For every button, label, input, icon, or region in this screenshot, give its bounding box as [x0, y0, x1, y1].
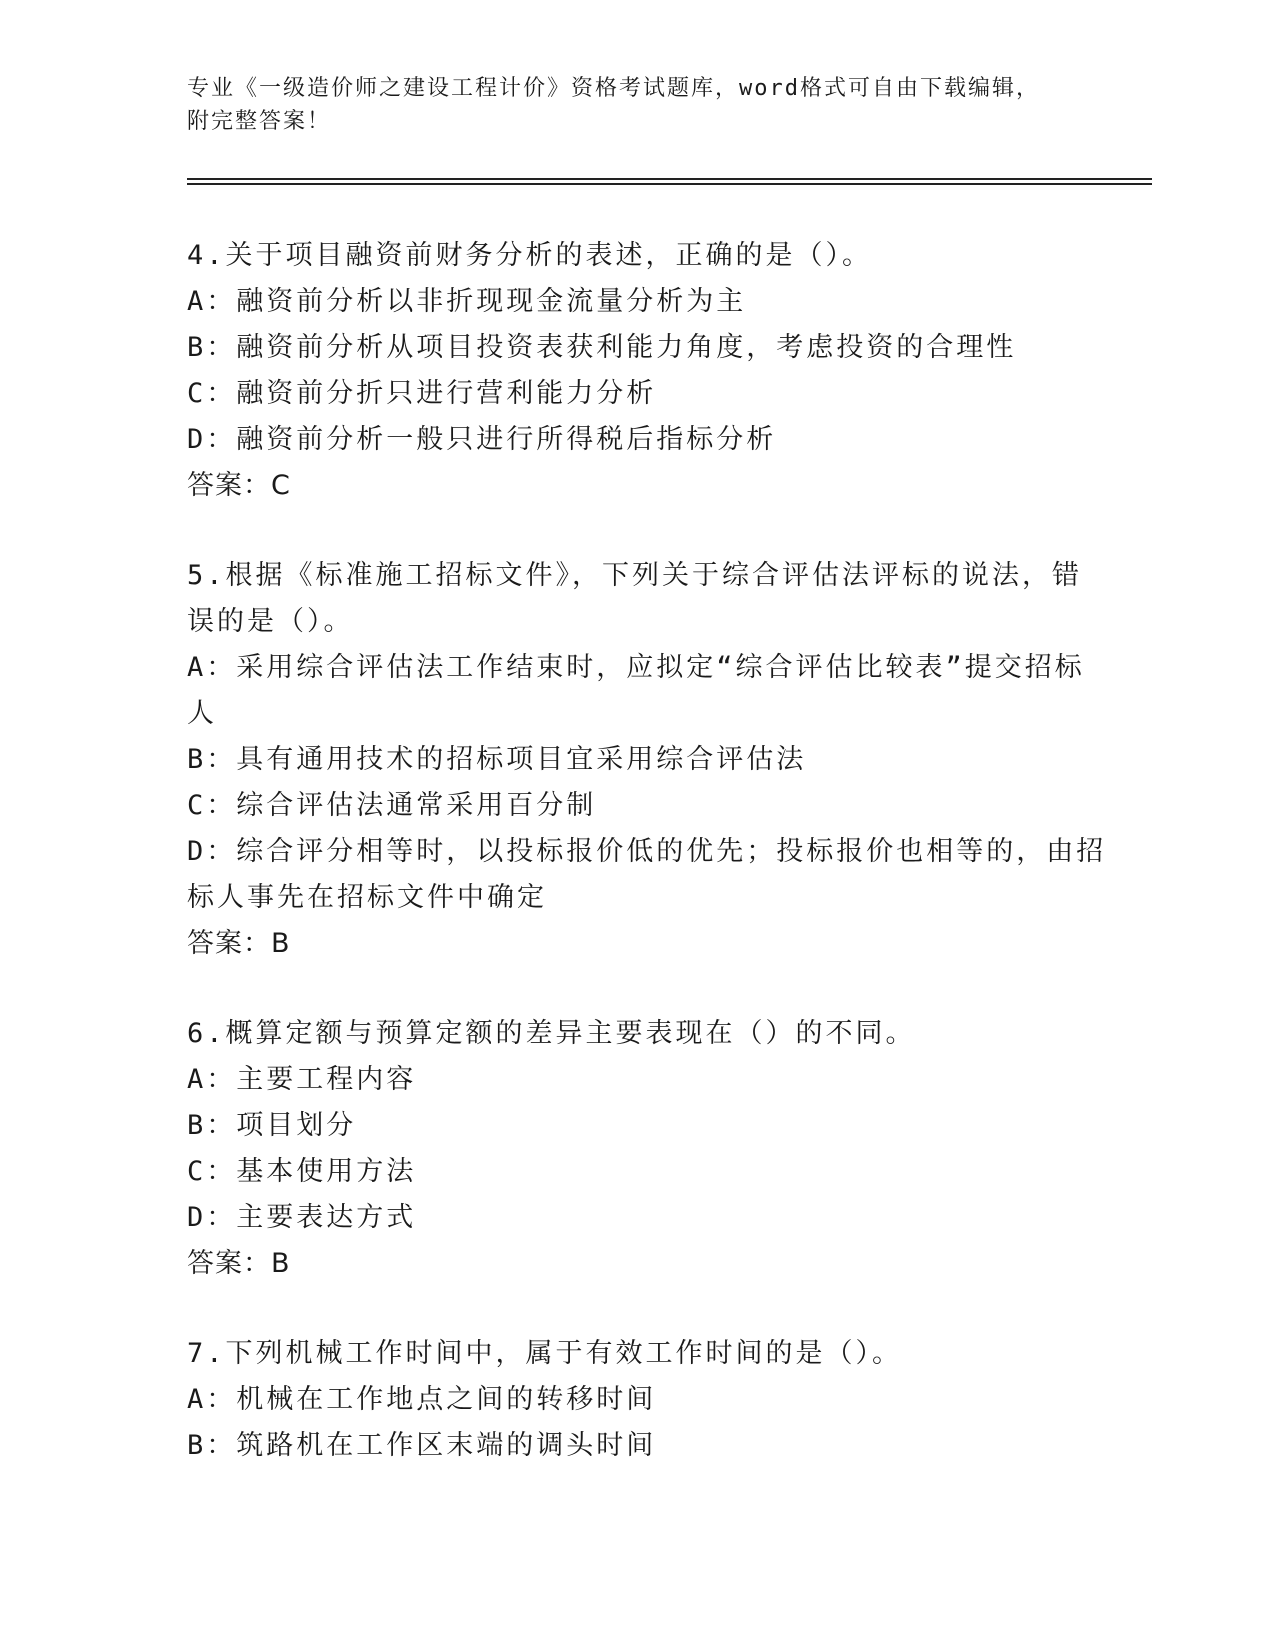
question-list — [187, 233, 1107, 1513]
answer: 答案：B — [187, 1248, 291, 1279]
header-divider-bottom — [187, 183, 1152, 185]
option-d: D：融资前分析一般只进行所得税后指标分析 — [187, 424, 777, 455]
option-c: C：综合评估法通常采用百分制 — [187, 790, 597, 821]
answer: 答案：C — [187, 470, 291, 501]
option-c: C：基本使用方法 — [187, 1156, 417, 1187]
question-7 — [187, 1331, 1087, 1469]
question-stem: 7.下列机械工作时间中，属于有效工作时间的是（）。 — [187, 1338, 903, 1369]
option-a: A：融资前分析以非折现现金流量分析为主 — [187, 286, 747, 317]
option-a: A：采用综合评估法工作结束时，应拟定“综合评估比较表”提交招标 — [187, 652, 1085, 683]
question-stem: 6.概算定额与预算定额的差异主要表现在（）的不同。 — [187, 1018, 916, 1049]
option-b: B：筑路机在工作区末端的调头时间 — [187, 1430, 657, 1461]
question-4 — [187, 233, 1087, 509]
question-stem: 5.根据《标准施工招标文件》，下列关于综合评估法评标的说法，错 — [187, 560, 1083, 591]
option-a-continued: 人 — [187, 698, 217, 729]
option-a: A：主要工程内容 — [187, 1064, 417, 1095]
question-5 — [187, 553, 1107, 967]
header-line-1: 专业《一级造价师之建设工程计价》资格考试题库，word格式可自由下载编辑， — [187, 76, 1040, 101]
option-d: D：主要表达方式 — [187, 1202, 417, 1233]
option-b: B：融资前分析从项目投资表获利能力角度，考虑投资的合理性 — [187, 332, 1017, 363]
header-divider-top — [187, 178, 1152, 180]
document-header — [187, 72, 1147, 138]
option-b: B：具有通用技术的招标项目宜采用综合评估法 — [187, 744, 807, 775]
option-c: C：融资前分折只进行营利能力分析 — [187, 378, 657, 409]
header-line-2: 附完整答案！ — [187, 109, 332, 134]
question-6 — [187, 1011, 1087, 1287]
question-stem-continued: 误的是（）。 — [187, 606, 354, 637]
question-stem: 4.关于项目融资前财务分析的表述，正确的是（）。 — [187, 240, 873, 271]
option-d-continued: 标人事先在招标文件中确定 — [187, 882, 547, 913]
answer: 答案：B — [187, 928, 291, 959]
option-a: A：机械在工作地点之间的转移时间 — [187, 1384, 657, 1415]
option-b: B：项目划分 — [187, 1110, 357, 1141]
option-d: D：综合评分相等时，以投标报价低的优先；投标报价也相等的，由招 — [187, 836, 1107, 867]
